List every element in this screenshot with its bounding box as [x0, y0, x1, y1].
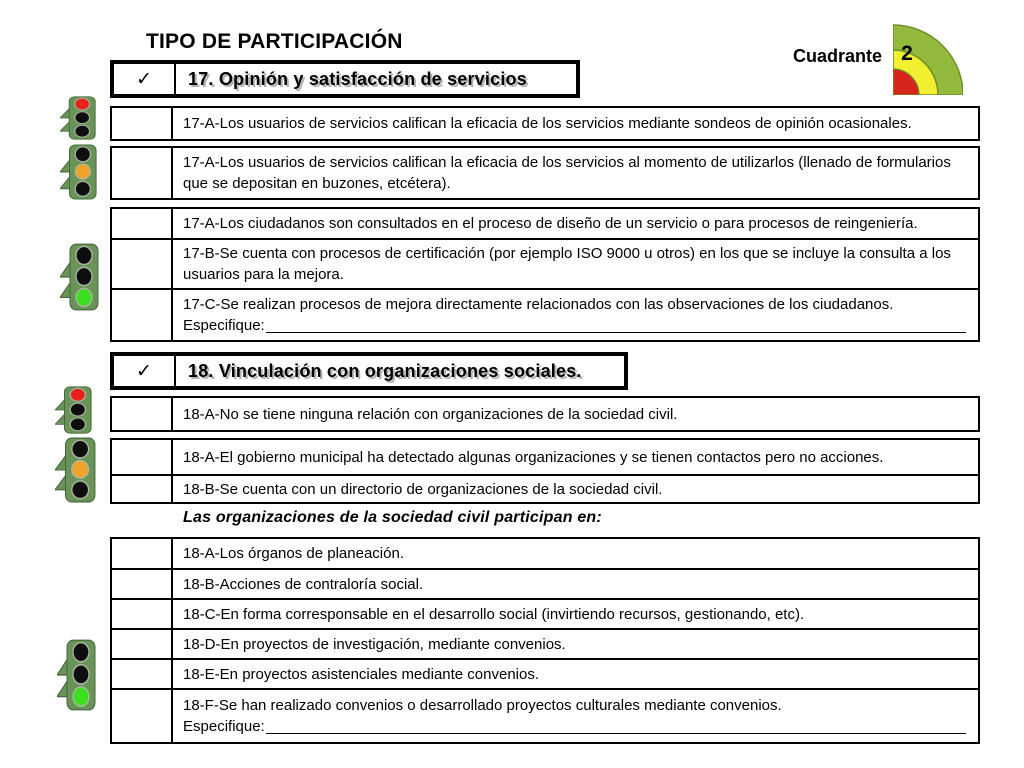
cuadrante-value: 2 — [901, 42, 913, 65]
checkbox-cell[interactable] — [112, 660, 173, 688]
traffic-light-icon — [60, 243, 100, 311]
section-17-header — [110, 60, 580, 98]
table-row — [112, 398, 978, 430]
table-row — [112, 568, 978, 598]
specify-label: Especifique: — [183, 317, 265, 334]
row-text: 18-B-Acciones de contraloría social. — [183, 575, 424, 593]
checkbox-cell[interactable] — [112, 539, 173, 568]
section-18-header — [110, 352, 628, 390]
section-17-title: 17. Opinión y satisfacción de servicios — [188, 68, 527, 89]
checkbox-cell[interactable] — [112, 398, 173, 430]
checkbox-cell[interactable] — [112, 570, 173, 598]
table-row — [112, 474, 978, 502]
specify-label: Especifique: — [183, 718, 265, 735]
table-row — [112, 148, 978, 198]
checkbox-cell[interactable] — [112, 148, 173, 198]
table-row — [112, 238, 978, 288]
section-17-checkmark[interactable]: ✓ — [114, 64, 176, 94]
row-text: 17-A-Los usuarios de servicios califican la eficacia de los servicios mediante sondeos de opinión ocasionales. — [183, 115, 912, 132]
row-text: 18-F-Se han realizado convenios o desarrollado proyectos culturales mediante convenios. — [183, 697, 782, 714]
table-group — [110, 537, 980, 744]
table-row — [112, 209, 978, 238]
section-18-title: 18. Vinculación con organizaciones sociales. — [188, 360, 582, 381]
checkbox-cell[interactable] — [112, 476, 173, 502]
row-text: 18-E-En proyectos asistenciales mediante convenios. — [183, 665, 540, 683]
checkbox-cell[interactable] — [112, 600, 173, 628]
specify-blank[interactable] — [266, 716, 966, 734]
row-text: 18-A-No se tiene ninguna relación con organizaciones de la sociedad civil. — [183, 405, 678, 423]
checkbox-cell[interactable] — [112, 209, 173, 238]
row-text: 17-A-Los ciudadanos son consultados en el proceso de diseño de un servicio o para procesos de reingeniería. — [183, 215, 918, 232]
row-text: 17-C-Se realizan procesos de mejora directamente relacionados con las observaciones de los ciudadanos. — [183, 296, 894, 313]
row-text: 18-D-En proyectos de investigación, mediante convenios. — [183, 635, 566, 653]
checkbox-cell[interactable] — [112, 240, 173, 288]
section-18-checkmark[interactable]: ✓ — [114, 356, 176, 386]
table-group — [110, 438, 980, 504]
traffic-light-icon — [55, 437, 97, 503]
table-group — [110, 207, 980, 342]
checkbox-cell[interactable] — [112, 290, 173, 340]
row-text: 18-B-Se cuenta con un directorio de organizaciones de la sociedad civil. — [183, 480, 663, 498]
traffic-light-icon — [57, 639, 97, 711]
table-row — [112, 688, 978, 742]
table-row — [112, 628, 978, 658]
traffic-light-icon — [60, 96, 97, 140]
row-text: 18-A-El gobierno municipal ha detectado algunas organizaciones y se tienen contactos pero no acciones. — [183, 448, 884, 466]
table-row — [112, 288, 978, 340]
traffic-light-icon — [60, 144, 98, 200]
row-text: 18-A-Los órganos de planeación. — [183, 545, 404, 562]
checkbox-cell[interactable] — [112, 440, 173, 474]
table-group — [110, 106, 980, 141]
table-row — [112, 108, 978, 139]
row-text: 18-C-En forma corresponsable en el desarrollo social (invirtiendo recursos, gestionando, etc). — [183, 605, 805, 623]
table-row — [112, 598, 978, 628]
cuadrante-label: Cuadrante — [792, 46, 882, 66]
subheading: Las organizaciones de la sociedad civil participan en: — [183, 509, 602, 526]
checkbox-cell[interactable] — [112, 108, 173, 139]
table-row — [112, 539, 978, 568]
table-row — [112, 658, 978, 688]
checkbox-cell[interactable] — [112, 630, 173, 658]
checkbox-cell[interactable] — [112, 690, 173, 742]
specify-blank[interactable] — [266, 315, 966, 333]
table-group — [110, 396, 980, 432]
table-row — [112, 440, 978, 474]
page-title: TIPO DE PARTICIPACIÓN — [146, 30, 403, 53]
row-text: 17-B-Se cuenta con procesos de certificación (por ejemplo ISO 9000 u otros) en los que se incluye la consulta a los usuarios para la mejora. — [183, 245, 951, 283]
table-group — [110, 146, 980, 200]
row-text: 17-A-Los usuarios de servicios califican la eficacia de los servicios al momento de utilizarlos (llenado de formularios que se depositan en buzones, etcétera). — [183, 154, 951, 192]
traffic-light-icon — [55, 386, 93, 434]
